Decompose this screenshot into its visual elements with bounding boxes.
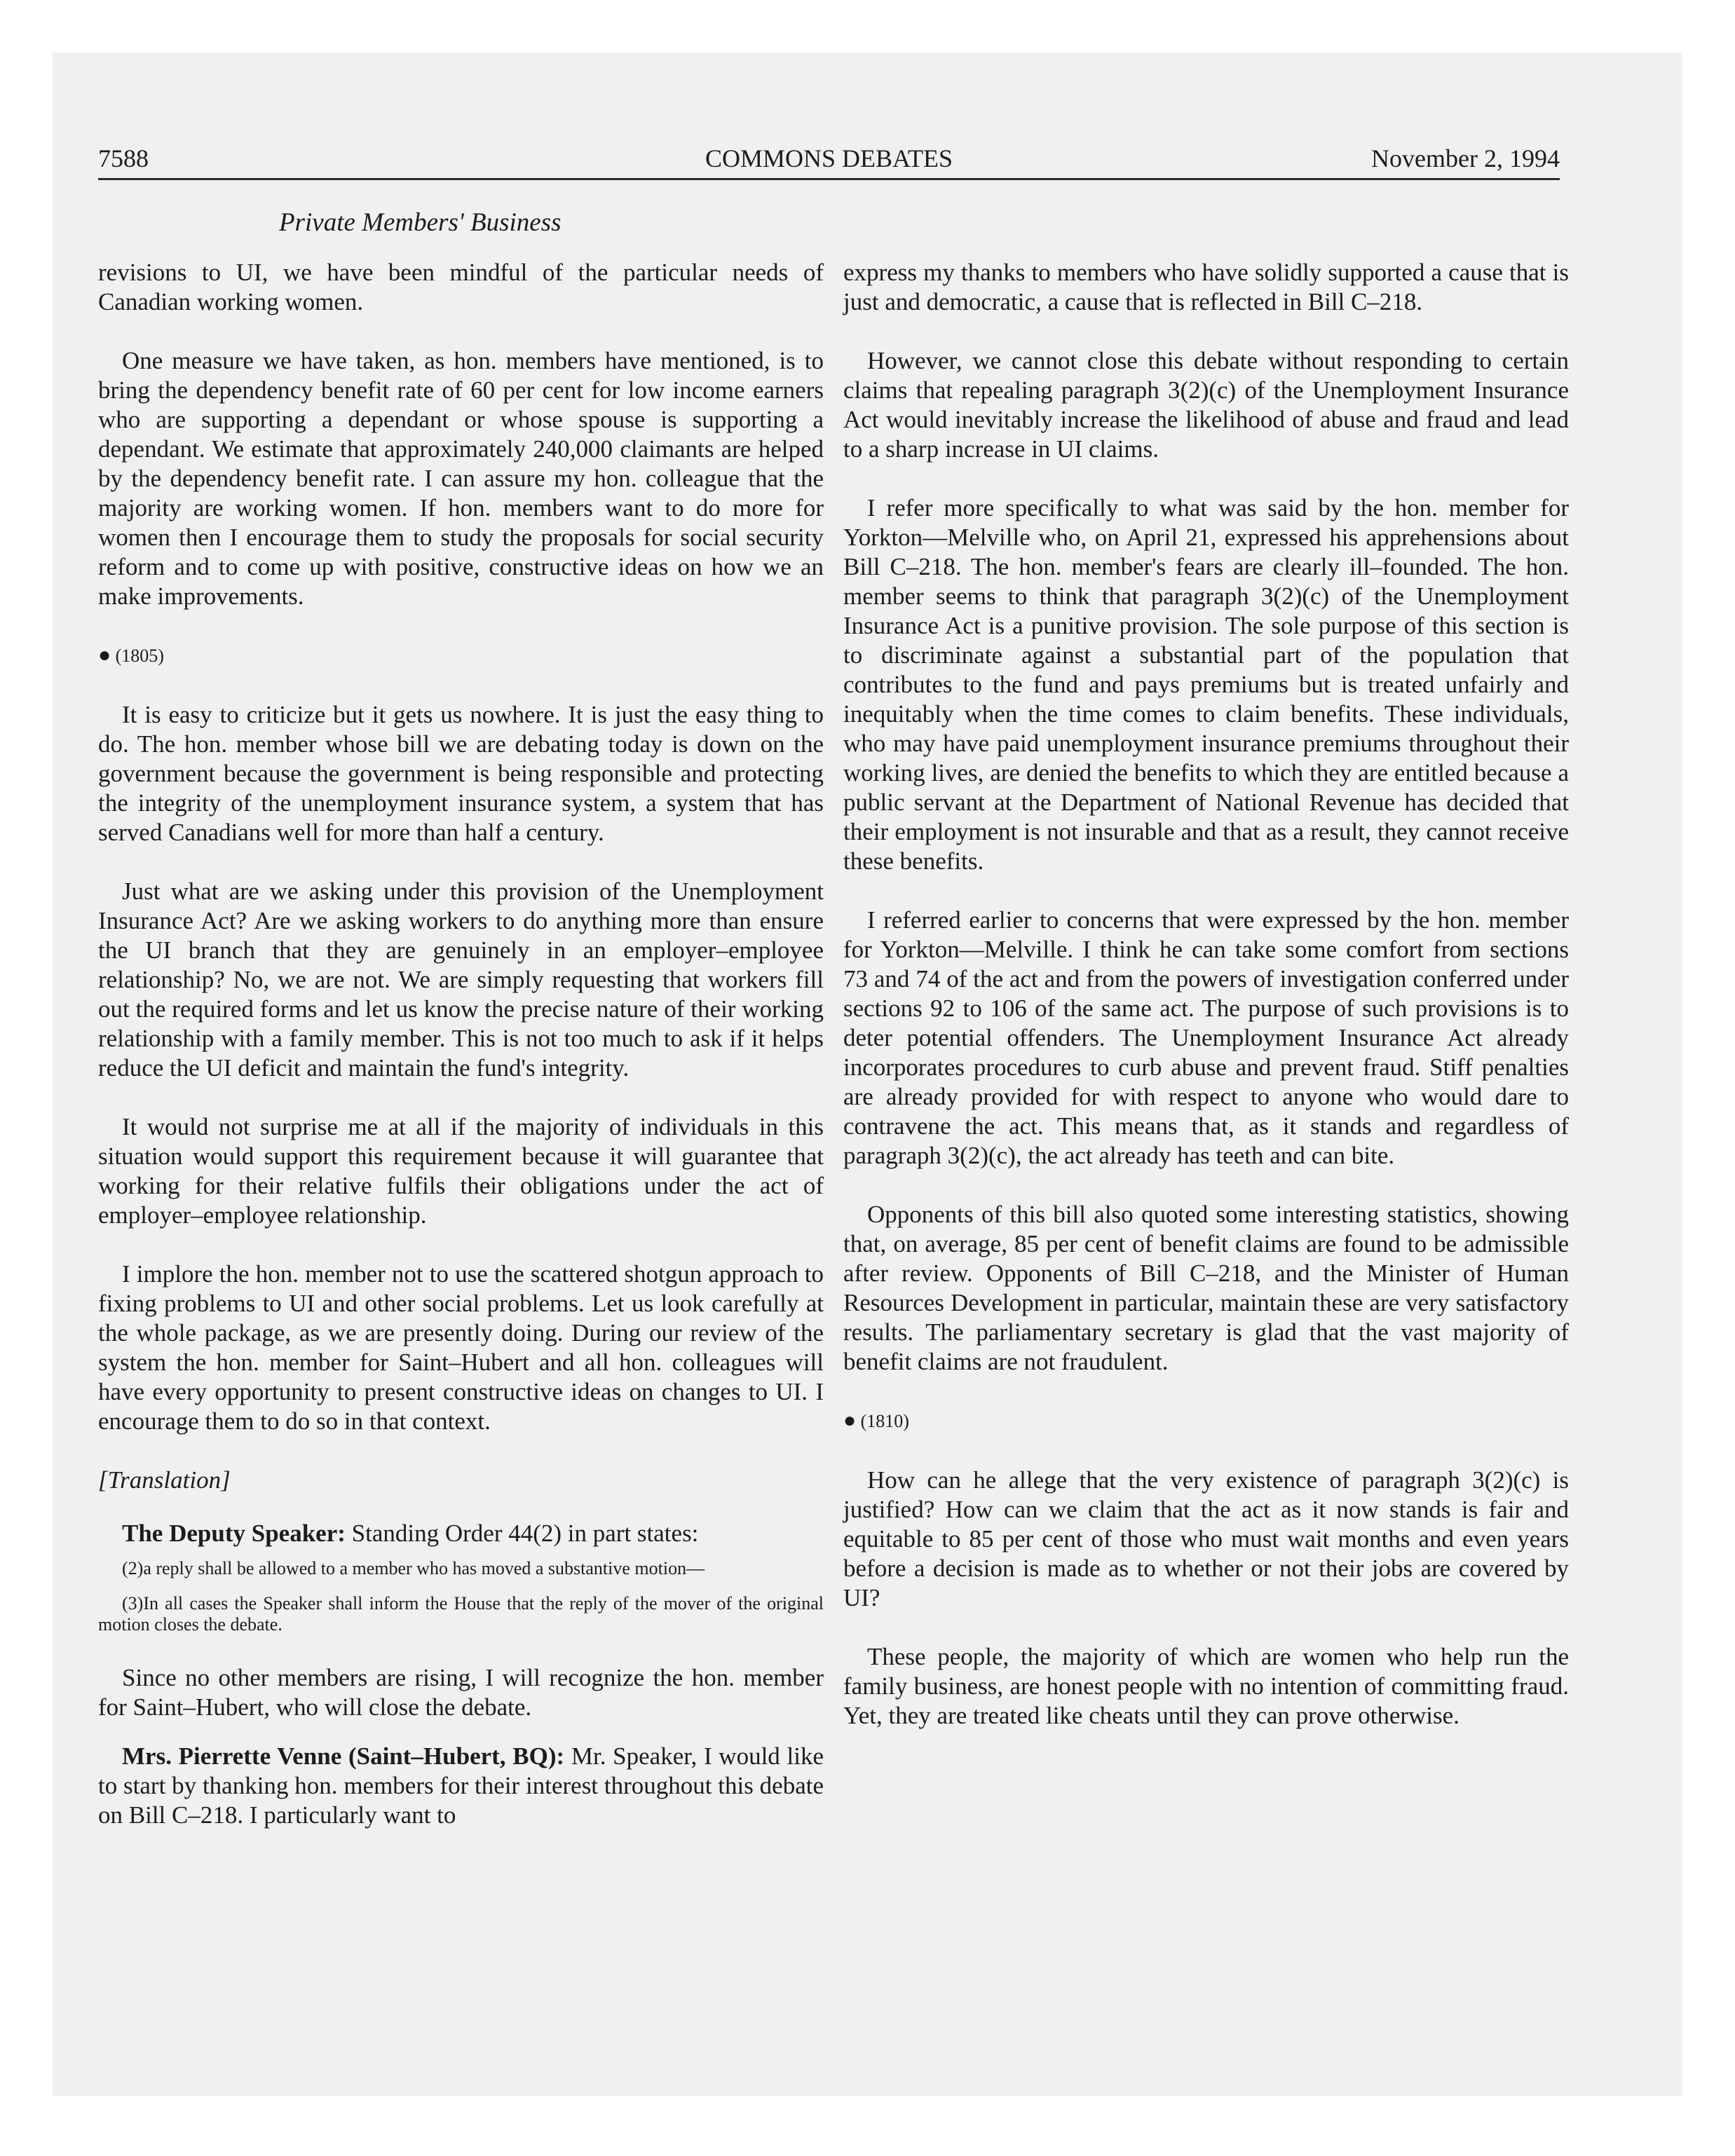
time-marker xyxy=(98,641,824,671)
standing-order-quote: (2)a reply shall be allowed to a member who has moved a substantive motion— xyxy=(122,1558,705,1578)
speaker-text: Standing Order 44(2) in part states: xyxy=(351,1520,699,1547)
paragraph: I referred earlier to concerns that were expressed by the hon. member for Yorkton—Melville. I think he can take some comfort from sections 73 and 74 of the act and from the powers of investigation conferred under sections 92 to 106 of the same act. The purpose of such provisions is to deter potential offenders. The Unemployment Insurance Act already incorporates procedures to curb abuse and prevent fraud. Stiff penalties are already provided for with respect to anyone who would dare to contravene the act. This means that, as it stands and regardless of paragraph 3(2)(c), the act already has teeth and can bite. xyxy=(843,906,1569,1169)
paragraph: Just what are we asking under this provision of the Unemployment Insurance Act? Are we asking workers to do anything more than ensure the UI branch that they are genuinely in an employer–employee relationship? No, we are not. We are simply requesting that workers fill out the required forms and let us know the precise nature of their working relationship with a family member. This is not too much to ask if it helps reduce the UI deficit and maintain the fund's integrity. xyxy=(98,878,824,1082)
bullet-dot-icon: ● xyxy=(98,643,111,667)
paragraph: I refer more specifically to what was said by the hon. member for Yorkton—Melville who, on April 21, expressed his apprehensions about Bill C–218. The hon. member's fears are clearly ill–founded. The hon. member seems to think that paragraph 3(2)(c) of the Unemployment Insurance Act is a punitive provision. The sole purpose of this section is to discriminate against a substantial part of the population that contributes to the fund and pays premiums but is treated unfairly and inequitably when the time comes to claim benefits. These individuals, who may have paid unemployment insurance premiums throughout their working lives, are denied the benefits to which they are entitled because a public servant at the Department of National Revenue has decided that their employment is not insurable and that as a result, they cannot receive these benefits. xyxy=(843,494,1569,875)
speaker-paragraph xyxy=(98,1742,824,1830)
paragraph: One measure we have taken, as hon. members have mentioned, is to bring the dependency benefit rate of 60 per cent for low income earners who are supporting a dependant or whose spouse is supporting a dependant. We estimate that approximately 240,000 claimants are helped by the dependency benefit rate. I can assure my hon. colleague that the majority are working women. If hon. members want to do more for women then I encourage them to study the proposals for social security reform and to come up with positive, constructive ideas on how we an make improvements. xyxy=(98,347,824,610)
translation-tag: [Translation] xyxy=(98,1466,231,1494)
paragraph: How can he allege that the very existence of paragraph 3(2)(c) is justified? How can we claim that the act as it now stands is fair and equitable to 85 per cent of those who must wait months and even years before a decision is made as to whether or not their jobs are covered by UI? xyxy=(843,1466,1569,1611)
time-marker-label: (1805) xyxy=(115,646,164,666)
paragraph: It would not surprise me at all if the majority of individuals in this situation would support this requirement because it will guarantee that working for their relative fulfils their obligations under the act of employer–employee relationship. xyxy=(98,1113,824,1229)
header-rule xyxy=(98,178,1560,180)
speaker-name: Mrs. Pierrette Venne (Saint–Hubert, BQ): xyxy=(122,1742,565,1770)
running-head xyxy=(98,142,1560,184)
right-column xyxy=(843,258,1569,1760)
paragraph: express my thanks to members who have solidly supported a cause that is just and democratic, a cause that is reflected in Bill C–218. xyxy=(843,259,1569,315)
left-column xyxy=(98,258,824,1860)
time-marker-label: (1810) xyxy=(860,1411,909,1431)
speaker-name: The Deputy Speaker: xyxy=(122,1520,346,1547)
paragraph: It is easy to criticize but it gets us nowhere. It is just the easy thing to do. The hon. member whose bill we are debating today is down on the government because the government is being responsible and protecting the integrity of the unemployment insurance system, a system that has served Canadians well for more than half a century. xyxy=(98,701,824,846)
paragraph: However, we cannot close this debate without responding to certain claims that repealing paragraph 3(2)(c) of the Unemployment Insurance Act would inevitably increase the likelihood of abuse and fraud and lead to a sharp increase in UI claims. xyxy=(843,347,1569,463)
speaker-text: Mr. Speaker, I would like to start by thanking hon. members for their interest throughout this debate on Bill C–218. I particularly want to xyxy=(98,1742,824,1829)
paragraph: I implore the hon. member not to use the scattered shotgun approach to fixing problems to UI and other social problems. Let us look carefully at the whole package, as we are presently doing. During our review of the system the hon. member for Saint–Hubert and all hon. colleagues will have every opportunity to present constructive ideas on changes to UI. I encourage them to do so in that context. xyxy=(98,1260,824,1435)
standing-order-quote: (3)In all cases the Speaker shall inform the House that the reply of the mover of the original motion closes the debate. xyxy=(98,1593,824,1635)
section-title: Private Members' Business xyxy=(279,208,562,237)
speaker-paragraph xyxy=(98,1519,824,1548)
paragraph: Opponents of this bill also quoted some interesting statistics, showing that, on average, 85 per cent of benefit claims are found to be admissible after review. Opponents of Bill C–218, and the Minister of Human Resources Development in particular, maintain these are very satisfactory results. The parliamentary secretary is glad that the vast majority of benefit claims are not fraudulent. xyxy=(843,1201,1569,1375)
paragraph: revisions to UI, we have been mindful of the particular needs of Canadian working women. xyxy=(98,259,824,315)
time-marker xyxy=(843,1406,1569,1436)
bullet-dot-icon: ● xyxy=(843,1409,857,1432)
paragraph: These people, the majority of which are women who help run the family business, are honest people with no intention of committing fraud. Yet, they are treated like cheats until they can prove otherwise. xyxy=(843,1643,1569,1729)
paragraph: Since no other members are rising, I will recognize the hon. member for Saint–Hubert, who will close the debate. xyxy=(98,1664,824,1721)
publication-title: COMMONS DEBATES xyxy=(705,144,953,172)
publication-date: November 2, 1994 xyxy=(1371,144,1560,172)
page-number: 7588 xyxy=(98,144,149,172)
